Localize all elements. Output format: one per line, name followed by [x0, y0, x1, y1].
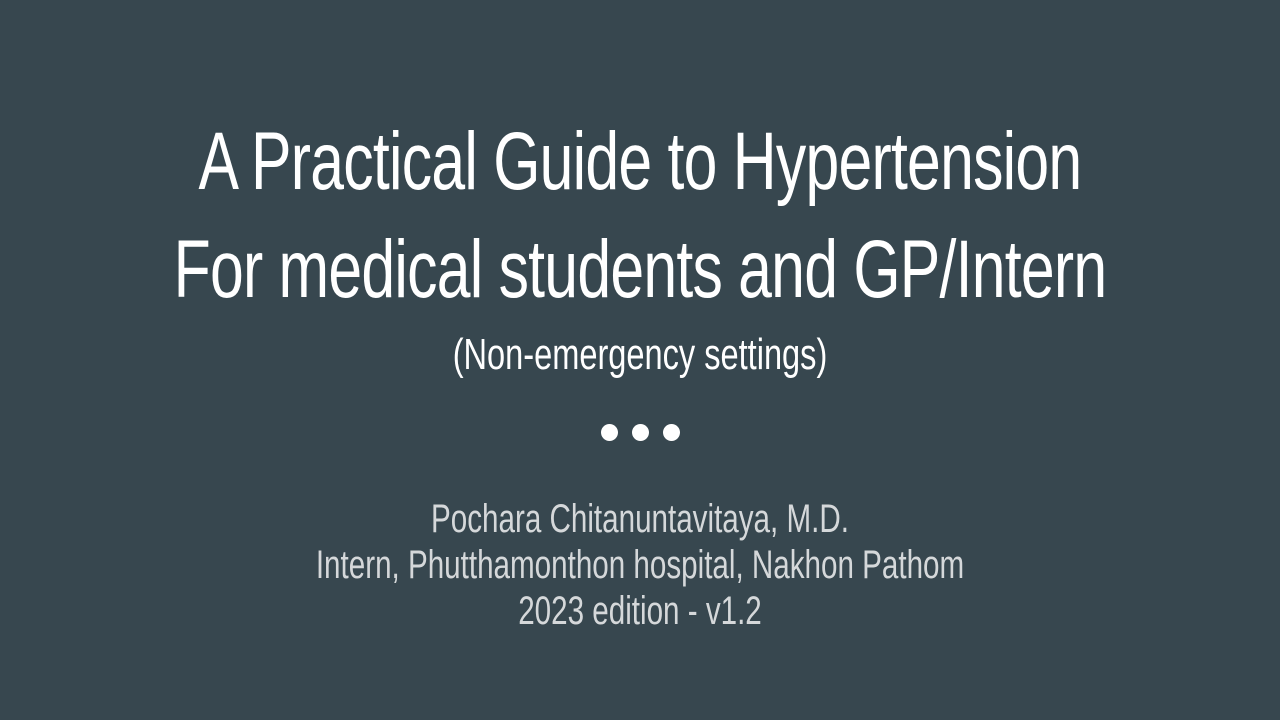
- author-affiliation: Intern, Phutthamonthon hospital, Nakhon Pathom: [315, 543, 965, 587]
- dot: [601, 424, 618, 441]
- slide-subtitle: (Non-emergency settings): [452, 330, 828, 379]
- slide-title-line-1: A Practical Guide to Hypertension: [198, 116, 1082, 207]
- edition-label: 2023 edition - v1.2: [518, 589, 762, 633]
- title-block: [0, 108, 1280, 382]
- slide-title-line-2: For medical students and GP/Intern: [173, 224, 1107, 315]
- dot: [663, 424, 680, 441]
- dot: [632, 424, 649, 441]
- author-block: [0, 496, 1280, 634]
- author-name: Pochara Chitanuntavitaya, M.D.: [431, 497, 849, 541]
- three-dots-icon: [0, 424, 1280, 441]
